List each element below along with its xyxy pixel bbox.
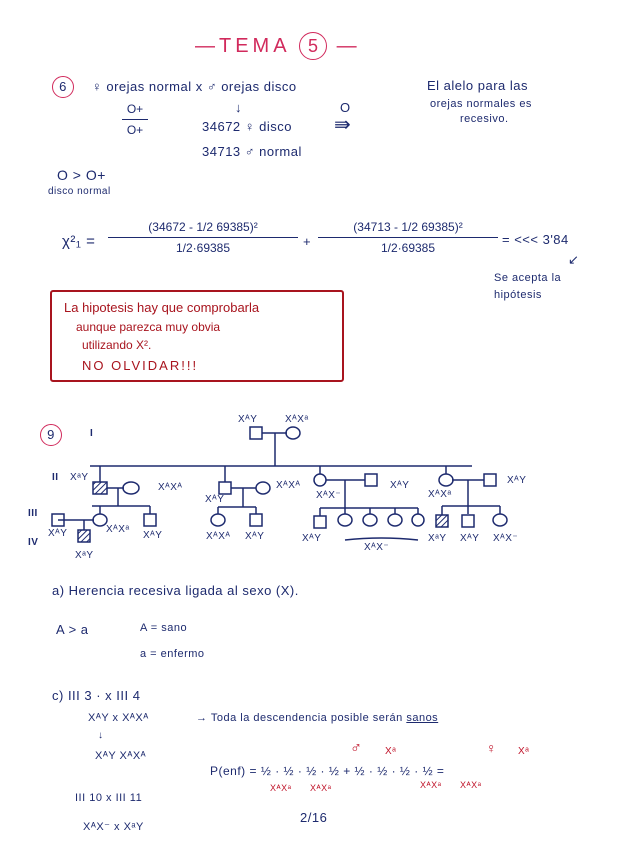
red-under-3: XᴬXᵃ	[420, 780, 442, 790]
cross-statement: ♀ orejas normal x ♂ orejas disco	[92, 79, 297, 94]
down-arrow: ↓	[235, 100, 242, 115]
result-arrow: ↙	[568, 252, 580, 267]
numerator-1: (34672 - 1/2 69385)²	[148, 220, 258, 234]
label-II1-wife: XᴬXᴬ	[158, 482, 183, 493]
label-III-son: XᴬY	[143, 530, 163, 541]
c-arrow: ↓	[98, 730, 104, 741]
dominance: O > O+	[57, 167, 106, 183]
c-sanos: sanos	[406, 712, 439, 724]
label-I-father: XᴬY	[238, 414, 258, 425]
reminder-line-4: NO OLVIDAR!!!	[82, 358, 199, 373]
c-cross: XᴬY x XᴬXᴬ	[88, 712, 149, 724]
genotype-top: O+	[126, 102, 144, 116]
c-conclusion-text: → Toda la descendencia posible serán	[196, 712, 403, 724]
label-II4-husband: XᴬY	[507, 475, 527, 486]
label-II3: XᴬX⁻	[316, 490, 342, 501]
denominator-1: 1/2·69385	[175, 241, 231, 255]
genotype-bottom: O+	[126, 123, 144, 137]
label-II4: XᴬXᵃ	[428, 489, 452, 500]
c-conclusion	[196, 712, 438, 724]
title-text: —TEMA	[195, 35, 290, 57]
male-symbol: ♂	[350, 740, 363, 757]
label-I-mother: XᴬXᵃ	[285, 414, 309, 425]
note-line-3: recesivo.	[460, 113, 509, 125]
label-III-d3: XᴬX⁻	[493, 533, 519, 544]
problem-number-6: 6	[52, 76, 74, 98]
red-under-4: XᴬXᵃ	[460, 780, 482, 790]
probability-formula: P(enf) = ½ · ½ · ½ · ½ + ½ · ½ · ½ · ½ =	[210, 764, 445, 778]
denominator-2: 1/2·69385	[380, 241, 436, 255]
c2-title: III 10 x III 11	[75, 792, 143, 804]
dominance-labels: disco normal	[48, 186, 111, 197]
note-line-2: orejas normales es	[430, 98, 532, 110]
label-III-daughter: XᴬXᵃ	[106, 524, 130, 535]
plus-sign: +	[303, 234, 312, 249]
answer-fraction: 2/16	[300, 810, 328, 825]
title-dash: —	[336, 35, 361, 57]
label-III-d2: XᴬY	[460, 533, 480, 544]
answer-c-title: c) III 3 · x III 4	[52, 688, 141, 703]
chi-label: χ²₁ =	[62, 233, 96, 250]
gen-IV: IV	[28, 537, 39, 548]
label-IV-son: XᵃY	[75, 550, 94, 561]
label-III-b2: XᴬY	[245, 531, 265, 542]
accept-line-2: hipótesis	[494, 289, 542, 301]
red-under-2: XᴬXᵃ	[310, 783, 332, 793]
implies-arrow: ⇛	[334, 114, 352, 136]
accept-line-1: Se acepta la	[494, 272, 562, 284]
female-symbol: ♀	[486, 740, 497, 756]
label-II3-husband: XᴬY	[390, 480, 410, 491]
chi-result: = <<< 3'84	[502, 232, 569, 247]
red-under-1: XᴬXᵃ	[270, 783, 292, 793]
male-xa: Xᵃ	[385, 746, 397, 757]
c2-cross: XᴬX⁻ x XᵃY	[83, 821, 144, 833]
label-III-b1: XᴬXᴬ	[206, 531, 231, 542]
answer-a: a) Herencia recesiva ligada al sexo (X).	[52, 583, 299, 598]
gen-I: I	[90, 428, 94, 439]
c-offspring: XᴬY XᴬXᴬ	[95, 750, 147, 762]
label-III-c1: XᴬY	[302, 533, 322, 544]
reminder-line-2: aunque parezca muy obvia	[76, 320, 221, 334]
result-male: 34713 ♂ normal	[202, 144, 302, 159]
reminder-line-3: utilizando X².	[82, 338, 152, 352]
gen-II: II	[52, 472, 59, 483]
numerator-2: (34713 - 1/2 69385)²	[353, 220, 463, 234]
a-definition: a = enfermo	[140, 648, 205, 660]
label-II2: XᴬY	[205, 494, 225, 505]
implies-symbol: O	[340, 100, 351, 115]
topic-number: 5	[299, 32, 327, 60]
problem-number-9: 9	[40, 424, 62, 446]
label-II2-wife: XᴬXᴬ	[276, 480, 301, 491]
result-female: 34672 ♀ disco	[202, 119, 292, 134]
label-III-c-group: XᴬX⁻	[364, 542, 390, 553]
gen-III: III	[28, 508, 38, 519]
A-definition: A = sano	[140, 622, 188, 634]
female-xa: Xᵃ	[518, 746, 530, 757]
note-line-1: El alelo para las	[427, 78, 528, 93]
label-II1: XᵃY	[70, 472, 89, 483]
label-III-d1: XᵃY	[428, 533, 447, 544]
label-III-husband: XᴬY	[48, 528, 68, 539]
reminder-line-1: La hipotesis hay que comprobarla	[64, 300, 260, 315]
dominance-9: A > a	[56, 622, 89, 637]
